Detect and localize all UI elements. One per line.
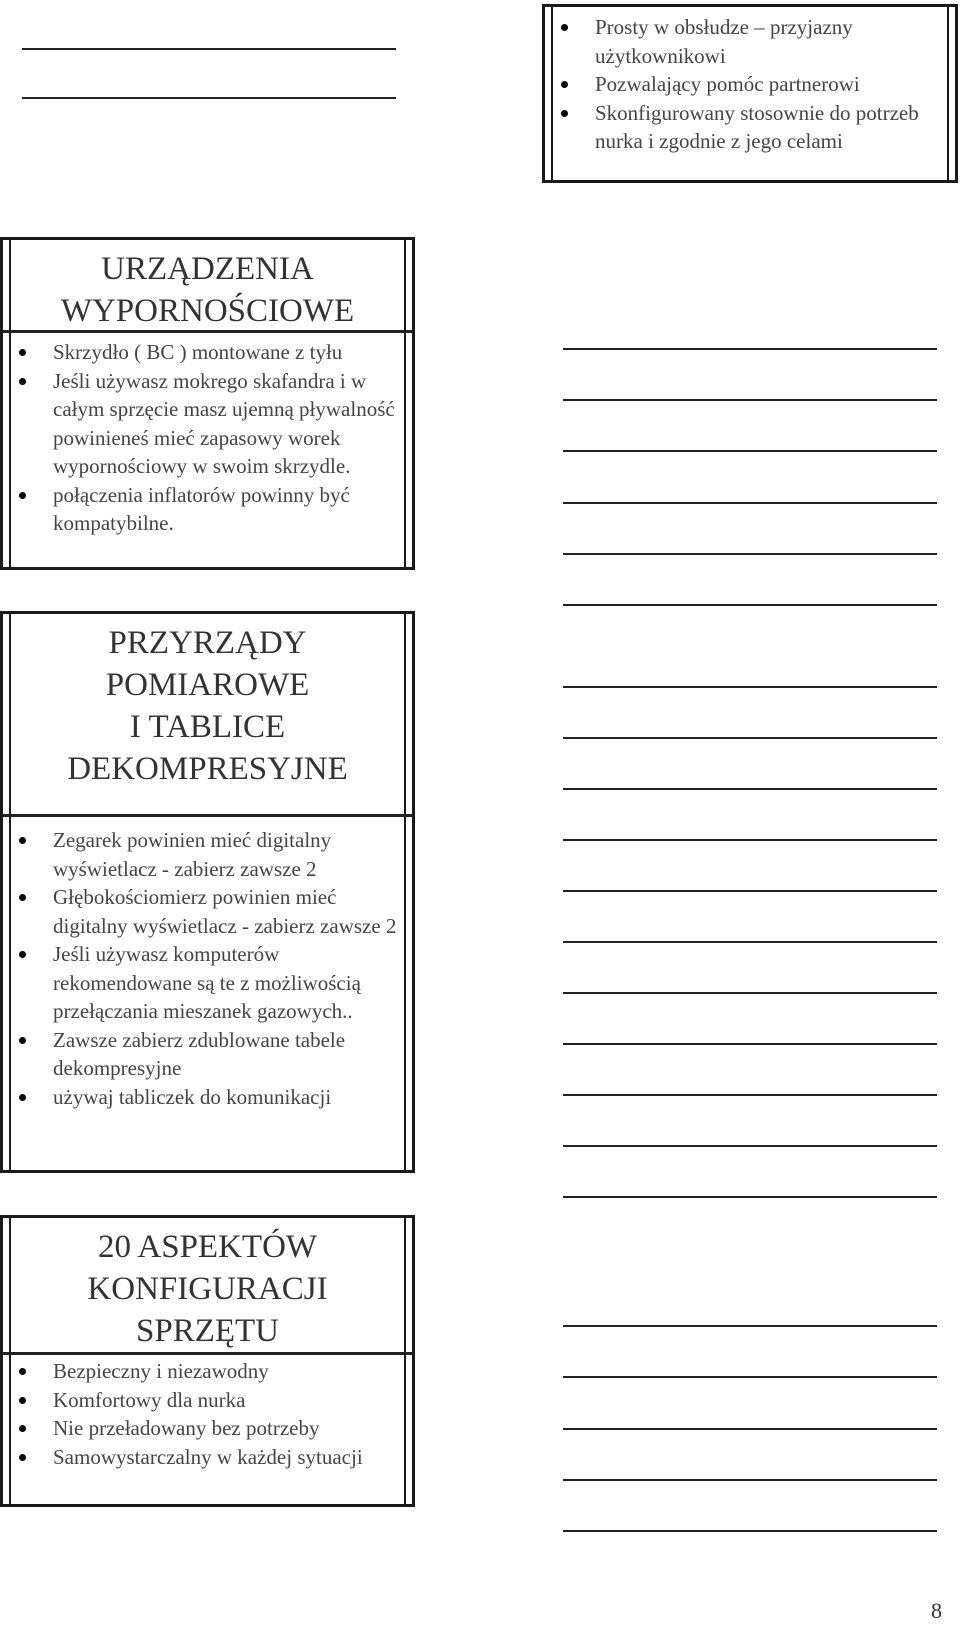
list-item: Komfortowy dla nurka	[3, 1386, 398, 1415]
note-line	[563, 941, 937, 943]
title-divider	[3, 330, 412, 333]
bullet-list	[3, 826, 398, 1111]
note-line	[22, 97, 396, 99]
note-line	[563, 1043, 937, 1045]
list-item: Samowystarczalny w każdej sytuacji	[3, 1443, 398, 1472]
title-line: WYPORNOŚCIOWE	[60, 293, 355, 329]
note-line	[563, 992, 937, 994]
note-line	[563, 553, 937, 555]
slide-title	[13, 622, 402, 790]
bullet-list	[3, 1357, 398, 1471]
note-line	[22, 48, 396, 50]
title-line: DEKOMPRESYJNE	[67, 751, 348, 787]
slide-instruments	[0, 611, 415, 1173]
title-divider	[3, 1352, 412, 1355]
slide-border	[947, 7, 949, 180]
list-item: Głębokościomierz powinien mieć digitalny wyświetlacz - zabierz zawsze 2	[3, 883, 398, 940]
list-item: Prosty w obsłudze – przyjazny użytkownikowi	[545, 13, 935, 70]
bullet-list	[545, 13, 935, 156]
list-item: Zegarek powinien mieć digitalny wyświetlacz - zabierz zawsze 2	[3, 826, 398, 883]
note-line	[563, 450, 937, 452]
bullet-list	[3, 338, 398, 538]
note-line	[563, 686, 937, 688]
note-line	[563, 348, 937, 350]
note-line	[563, 502, 937, 504]
list-item: Skrzydło ( BC ) montowane z tyłu	[3, 338, 398, 367]
slide-border	[404, 614, 406, 1170]
note-line	[563, 1145, 937, 1147]
note-line	[563, 399, 937, 401]
title-line: PRZYRZĄDY	[108, 625, 307, 661]
slide-aspects	[0, 1215, 415, 1507]
title-divider	[3, 814, 412, 817]
note-line	[563, 1196, 937, 1198]
slide-title	[13, 248, 402, 332]
note-line	[563, 788, 937, 790]
list-item: połączenia inflatorów powinny być kompatybilne.	[3, 481, 398, 538]
note-line	[563, 1325, 937, 1327]
note-line	[563, 1479, 937, 1481]
title-line: KONFIGURACJI	[87, 1271, 328, 1307]
note-line	[563, 1094, 937, 1096]
note-line	[563, 839, 937, 841]
list-item: Nie przeładowany bez potrzeby	[3, 1414, 398, 1443]
slide-border	[404, 240, 406, 567]
slide-top-right	[542, 4, 958, 183]
slide-border	[404, 1218, 406, 1504]
note-line	[563, 1428, 937, 1430]
note-line	[563, 1376, 937, 1378]
list-item: Jeśli używasz komputerów rekomendowane są te z możliwością przełączania mieszanek gazowych..	[3, 940, 398, 1026]
list-item: Bezpieczny i niezawodny	[3, 1357, 398, 1386]
note-line	[563, 890, 937, 892]
list-item: Pozwalający pomóc partnerowi	[545, 70, 935, 99]
title-line: SPRZĘTU	[135, 1313, 280, 1349]
list-item: używaj tabliczek do komunikacji	[3, 1083, 398, 1112]
title-line: POMIAROWE	[105, 667, 310, 703]
note-line	[563, 737, 937, 739]
list-item: Jeśli używasz mokrego skafandra i w całym sprzęcie masz ujemną pływalność powinieneś mieć zapasowy worek wypornościowy w swoim skrzydle.	[3, 367, 398, 481]
list-item: Skonfigurowany stosownie do potrzeb nurka i zgodnie z jego celami	[545, 99, 935, 156]
note-line	[563, 604, 937, 606]
list-item: Zawsze zabierz zdublowane tabele dekompresyjne	[3, 1026, 398, 1083]
slide-title	[13, 1226, 402, 1352]
note-line	[563, 1530, 937, 1532]
title-line: URZĄDZENIA	[101, 251, 314, 287]
title-line: 20 ASPEKTÓW	[97, 1229, 318, 1265]
slide-buoyancy	[0, 237, 415, 570]
page-number: 8	[931, 1598, 942, 1623]
title-line: I TABLICE	[129, 709, 286, 745]
